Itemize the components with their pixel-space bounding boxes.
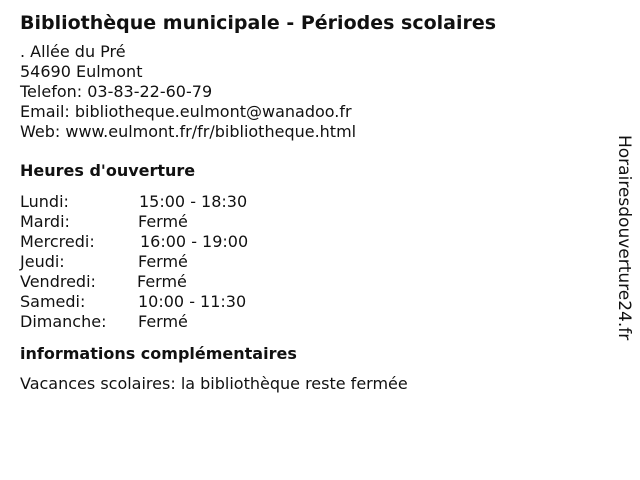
hours-day: Jeudi: bbox=[20, 252, 65, 271]
address-city: 54690 Eulmont bbox=[20, 62, 143, 81]
hours-row-wednesday bbox=[20, 232, 600, 252]
hours-row-saturday bbox=[20, 292, 600, 312]
listing-page bbox=[20, 10, 600, 394]
address-street: . Allée du Pré bbox=[20, 42, 126, 61]
hours-table bbox=[20, 192, 600, 332]
info-text: Vacances scolaires: la bibliothèque reste fermée bbox=[20, 374, 408, 393]
site-watermark: Horairesdouverture24.fr bbox=[614, 135, 634, 341]
hours-time: 10:00 - 11:30 bbox=[138, 292, 247, 311]
hours-day: Mardi: bbox=[20, 212, 70, 231]
hours-day: Mercredi: bbox=[20, 232, 95, 251]
hours-day: Dimanche: bbox=[20, 312, 107, 331]
hours-row-thursday bbox=[20, 252, 600, 272]
hours-row-tuesday bbox=[20, 212, 600, 232]
hours-time: Fermé bbox=[137, 272, 187, 291]
hours-time: Fermé bbox=[138, 312, 188, 331]
hours-row-monday bbox=[20, 192, 600, 212]
address-block bbox=[20, 42, 600, 142]
address-phone: Telefon: 03-83-22-60-79 bbox=[20, 82, 213, 101]
hours-time: Fermé bbox=[138, 252, 188, 271]
hours-time: 15:00 - 18:30 bbox=[139, 192, 248, 211]
info-heading: informations complémentaires bbox=[20, 344, 297, 363]
page-title: Bibliothèque municipale - Périodes scolaires bbox=[20, 12, 497, 34]
hours-row-friday bbox=[20, 272, 600, 292]
hours-heading: Heures d'ouverture bbox=[20, 161, 196, 180]
hours-time: 16:00 - 19:00 bbox=[140, 232, 249, 251]
hours-day: Vendredi: bbox=[20, 272, 96, 291]
hours-day: Lundi: bbox=[20, 192, 69, 211]
address-email: Email: bibliotheque.eulmont@wanadoo.fr bbox=[20, 102, 352, 121]
hours-time: Fermé bbox=[138, 212, 188, 231]
address-web: Web: www.eulmont.fr/fr/bibliotheque.html bbox=[20, 122, 357, 141]
hours-day: Samedi: bbox=[20, 292, 86, 311]
hours-row-sunday bbox=[20, 312, 600, 332]
